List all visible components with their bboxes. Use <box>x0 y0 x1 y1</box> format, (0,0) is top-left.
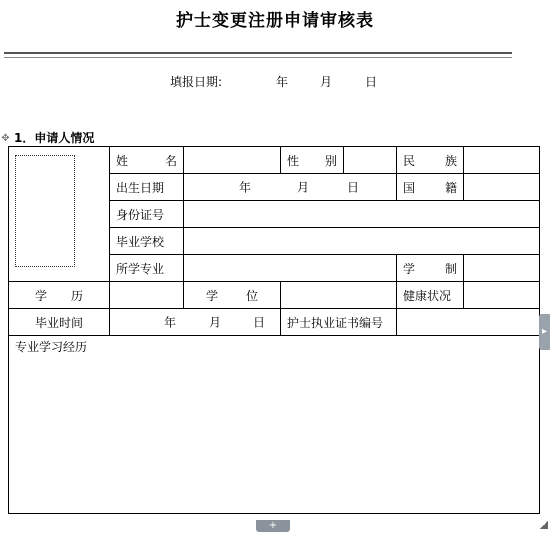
fill-date-label: 填报日期: <box>170 75 223 89</box>
name-field[interactable] <box>184 147 281 174</box>
nationality-label: 国 籍 <box>397 174 464 201</box>
degree-label: 学 位 <box>184 282 281 309</box>
birth-date-field[interactable] <box>184 174 397 201</box>
school-label: 毕业学校 <box>110 228 184 255</box>
health-field[interactable] <box>464 282 540 309</box>
form-title: 护士变更注册申请审核表 <box>176 11 374 31</box>
graduation-time-field[interactable] <box>110 309 281 336</box>
license-number-label: 护士执业证书编号 <box>281 309 397 336</box>
grad-year-unit: 年 <box>164 315 177 330</box>
id-number-field[interactable] <box>184 201 540 228</box>
photo-cell[interactable] <box>9 147 110 282</box>
birth-day-unit: 日 <box>347 180 360 195</box>
birth-year-unit: 年 <box>239 180 252 195</box>
fill-date-year: 年 <box>276 75 289 89</box>
name-label: 姓 名 <box>110 147 184 174</box>
education-label: 学 历 <box>9 282 110 309</box>
section-heading: 1．申请人情况 <box>14 131 95 145</box>
resize-corner-icon[interactable] <box>540 521 548 529</box>
expand-right-icon[interactable]: ▸ <box>539 314 550 350</box>
birth-month-unit: 月 <box>297 180 310 195</box>
education-field[interactable] <box>110 282 184 309</box>
ethnicity-field[interactable] <box>464 147 540 174</box>
photo-placeholder[interactable] <box>15 155 75 267</box>
school-field[interactable] <box>184 228 540 255</box>
nationality-field[interactable] <box>464 174 540 201</box>
fill-date-month: 月 <box>320 75 333 89</box>
title-rule-thin <box>4 57 512 58</box>
gender-label: 性 别 <box>281 147 344 174</box>
major-field[interactable] <box>184 255 397 282</box>
grad-day-unit: 日 <box>253 315 266 330</box>
health-label: 健康状况 <box>397 282 464 309</box>
grad-month-unit: 月 <box>209 315 222 330</box>
fill-date-day: 日 <box>365 75 378 89</box>
add-row-icon[interactable]: + <box>256 520 290 532</box>
move-handle-icon[interactable]: ✥ <box>1 133 10 144</box>
graduation-time-label: 毕业时间 <box>9 309 110 336</box>
study-history-cell[interactable] <box>9 336 540 514</box>
applicant-table <box>8 146 540 514</box>
gender-field[interactable] <box>344 147 397 174</box>
title-rule-thick <box>4 52 512 54</box>
degree-field[interactable] <box>281 282 397 309</box>
major-label: 所学专业 <box>110 255 184 282</box>
study-history-label: 专业学习经历 <box>15 340 88 354</box>
id-number-label: 身份证号 <box>110 201 184 228</box>
schooling-length-label: 学 制 <box>397 255 464 282</box>
license-number-field[interactable] <box>397 309 540 336</box>
birth-date-label: 出生日期 <box>110 174 184 201</box>
schooling-length-field[interactable] <box>464 255 540 282</box>
ethnicity-label: 民 族 <box>397 147 464 174</box>
